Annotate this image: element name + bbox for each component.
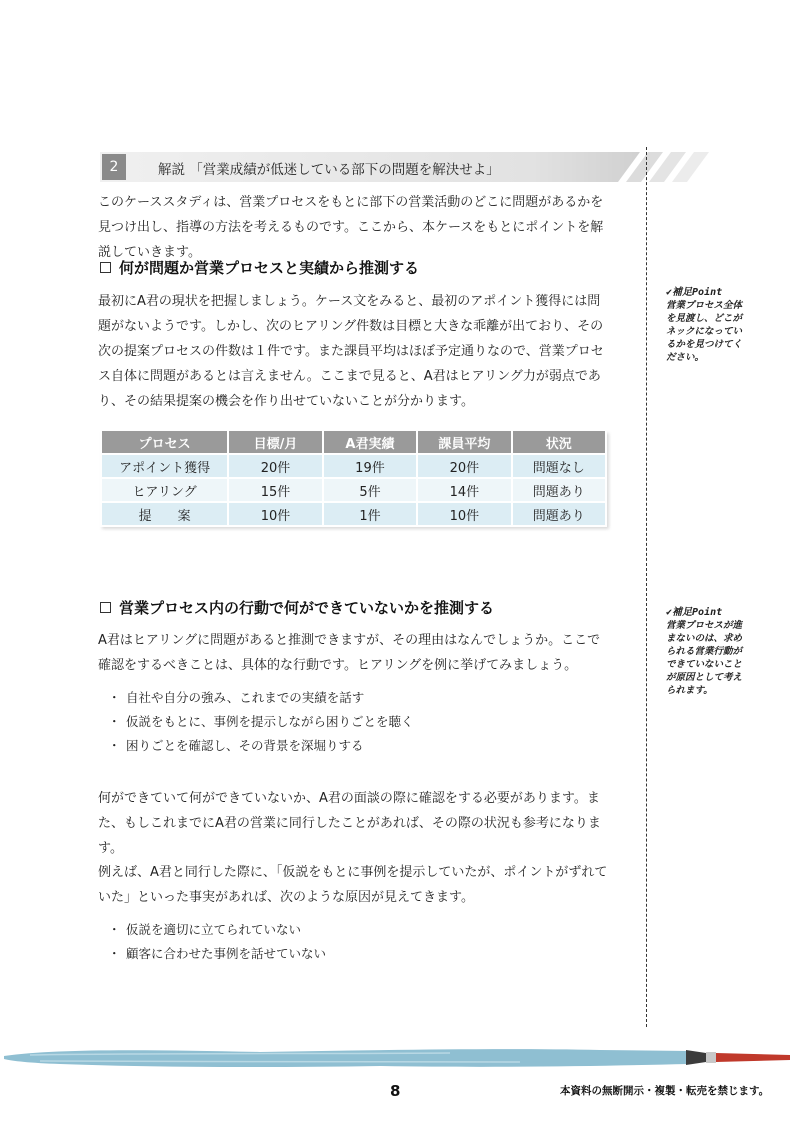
table-cell: 20件 xyxy=(418,455,510,479)
side-note-title-text: 補足Point xyxy=(672,287,723,298)
paintbrush-stroke-icon xyxy=(0,1042,794,1076)
table-cell: アポイント獲得 xyxy=(102,455,227,479)
side-note-line: を見渡し、どこが xyxy=(666,313,743,324)
bullet-list-1 xyxy=(108,686,414,758)
section-title: 解説 「営業成績が低迷している部下の問題を解決せよ」 xyxy=(158,162,500,178)
list-item xyxy=(108,686,414,710)
margin-divider xyxy=(646,147,647,1027)
side-note-line: 営業プロセスが進 xyxy=(666,620,743,631)
list-item-text: 困りごとを確認し、その背景を深堀りする xyxy=(126,738,364,753)
side-note-2 xyxy=(666,606,766,697)
copyright-notice: 本資料の無断開示・複製・転売を禁じます。 xyxy=(560,1085,770,1097)
table-cell: 問題あり xyxy=(513,479,605,503)
table-cell: 14件 xyxy=(418,479,510,503)
table-header: プロセス xyxy=(102,431,227,455)
list-item-text: 自社や自分の強み、これまでの実績を話す xyxy=(126,690,365,705)
side-note-line: 営業プロセス全体 xyxy=(666,300,743,311)
table-cell: 5件 xyxy=(324,479,416,503)
table-cell: 問題なし xyxy=(513,455,605,479)
bullet-dot: ・ xyxy=(108,714,121,729)
table-cell: 10件 xyxy=(418,503,510,527)
table-cell: 1件 xyxy=(324,503,416,527)
page-number: 8 xyxy=(390,1082,401,1100)
process-table xyxy=(100,431,607,527)
table-cell: 提 案 xyxy=(102,503,227,527)
paragraph-3: 何ができていて何ができていないか、A君の面談の際に確認をする必要があります。また、もしこれまでにA君の営業に同行したことがあれば、その際の状況も参考になります。 xyxy=(98,791,601,856)
checkbox-square-icon xyxy=(100,602,111,613)
list-item xyxy=(108,710,414,734)
table-cell: 問題あり xyxy=(513,503,605,527)
side-note-line: ネックになってい xyxy=(666,326,743,337)
list-item xyxy=(108,918,326,942)
side-note-title xyxy=(666,286,766,299)
bullet-list-2 xyxy=(108,918,326,966)
table-cell: 19件 xyxy=(324,455,416,479)
checkbox-square-icon xyxy=(100,262,111,273)
paragraph-1: 最初にA君の現状を把握しましょう。ケース文をみると、最初のアポイント獲得には問題がないようです。しかし、次のヒアリング件数は目標と大きな乖離が出ており、その次の提案プロセスの件数は１件です。また課員平均はほぼ予定通りなので、営業プロセス自体に問題があるとは言えません。ここまで見ると、A君はヒアリング力が弱点であり、その結果提案の機会を作り出せていないことが分かります。 xyxy=(98,294,604,409)
side-note-line: できていないこと xyxy=(666,659,743,670)
list-item-text: 仮説をもとに、事例を提示しながら困りごとを聴く xyxy=(126,714,414,729)
list-item-text: 仮説を適切に立てられていない xyxy=(126,922,302,937)
side-note-line: が原因として考え xyxy=(666,672,743,683)
section-header xyxy=(100,152,720,182)
table-row xyxy=(102,455,605,479)
table-header-row xyxy=(102,431,605,455)
table-header: A君実績 xyxy=(324,431,416,455)
bullet-dot: ・ xyxy=(108,922,121,937)
heading-1 xyxy=(100,257,419,278)
side-note-title-text: 補足Point xyxy=(672,607,723,618)
intro-paragraph: このケーススタディは、営業プロセスをもとに部下の営業活動のどこに問題があるかを見つけ出し、指導の方法を考えるものです。ここから、本ケースをもとにポイントを解説していきます。 xyxy=(98,195,604,260)
table-header: 状況 xyxy=(513,431,605,455)
table-header: 目標/月 xyxy=(229,431,321,455)
side-note-line: ださい。 xyxy=(666,352,705,363)
table-cell: 10件 xyxy=(229,503,321,527)
checkmark-icon: ✔ xyxy=(666,287,673,298)
table-row xyxy=(102,479,605,503)
side-note-1 xyxy=(666,286,766,364)
list-item-text: 顧客に合わせた事例を話せていない xyxy=(126,946,327,961)
heading-2 xyxy=(100,597,494,618)
paragraph-2: A君はヒアリングに問題があると推測できますが、その理由はなんでしょうか。ここで確認をするべきことは、具体的な行動です。ヒアリングを例に挙げてみましょう。 xyxy=(98,633,601,673)
paragraph-4: 例えば、A君と同行した際に、「仮説をもとに事例を提示していたが、ポイントがずれていた」といった事実があれば、次のような原因が見えてきます。 xyxy=(98,865,608,905)
table-cell: ヒアリング xyxy=(102,479,227,503)
checkmark-icon: ✔ xyxy=(666,607,673,618)
table-row xyxy=(102,503,605,527)
table-header: 課員平均 xyxy=(418,431,510,455)
heading-1-text: 何が問題か営業プロセスと実績から推測する xyxy=(119,259,420,277)
bullet-dot: ・ xyxy=(108,738,121,753)
side-note-line: るかを見つけてく xyxy=(666,339,743,350)
side-note-line: まないのは、求め xyxy=(666,633,743,644)
table-cell: 20件 xyxy=(229,455,321,479)
bullet-dot: ・ xyxy=(108,690,121,705)
bullet-dot: ・ xyxy=(108,946,121,961)
list-item xyxy=(108,734,414,758)
table-cell: 15件 xyxy=(229,479,321,503)
heading-2-text: 営業プロセス内の行動で何ができていないかを推測する xyxy=(119,599,495,617)
side-note-line: られます。 xyxy=(666,685,713,696)
section-number: 2 xyxy=(102,154,126,180)
side-note-title xyxy=(666,606,766,619)
side-note-line: られる営業行動が xyxy=(666,646,743,657)
list-item xyxy=(108,942,326,966)
